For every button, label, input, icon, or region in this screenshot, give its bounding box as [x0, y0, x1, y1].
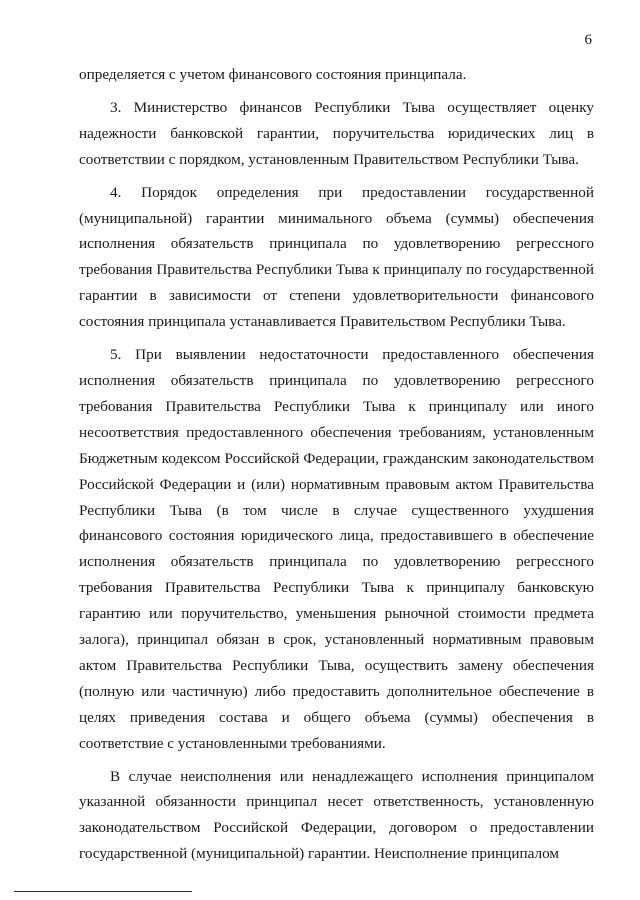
footer-divider — [14, 891, 192, 892]
paragraph-item-4: 4. Порядок определения при предоставлении государственной (муниципальной) гарантии минимального объема (суммы) обеспечения исполнения обязательств принципала по удовлетворению регрессного требования Правительства Республики Тыва к принципалу по государственной гарантии в зависимости от степени удовлетворительности финансового состояния принципала устанавливается Правительством Республики Тыва. — [79, 183, 594, 331]
page-number: 6 — [584, 32, 592, 48]
paragraph-responsibility: В случае неисполнения или ненадлежащего исполнения принципалом указанной обязанности принципал несет ответственность, установленную законодательством Российской Федерации, договором о предоставлении государственной (муниципальной) гарантии. Неисполнение принципалом — [79, 767, 594, 863]
paragraph-item-3: 3. Министерство финансов Республики Тыва осуществляет оценку надежности банковской гарантии, поручительства юридических лиц в соответствии с порядком, установленным Правительством Республики Тыва. — [79, 98, 594, 168]
document-body — [79, 62, 594, 867]
paragraph-item-5: 5. При выявлении недостаточности предоставленного обеспечения исполнения обязательств принципала по удовлетворению регрессного требования Правительства Республики Тыва к принципалу или иного несоответствия предоставленного обеспечения требованиям, установленным Бюджетным кодексом Российской Федерации, гражданским законодательством Российской Федерации и (или) нормативным правовым актом Правительства Республики Тыва (в том числе в случае существенного ухудшения финансового состояния юридического лица, предоставившего в обеспечение исполнения обязательств принципала по удовлетворению регрессного требования Правительства Республики Тыва к принципалу банковскую гарантию или поручительство, уменьшения рыночной стоимости предмета залога), принципал обязан в срок, установленный нормативным правовым актом Правительства Республики Тыва, осуществить замену обеспечения (полную или частичную) либо предоставить дополнительное обеспечение в целях приведения состава и общего объема (суммы) обеспечения в соответствие с установленными требованиями. — [79, 346, 594, 752]
paragraph-continuation: определяется с учетом финансового состояния принципала. — [79, 66, 467, 83]
